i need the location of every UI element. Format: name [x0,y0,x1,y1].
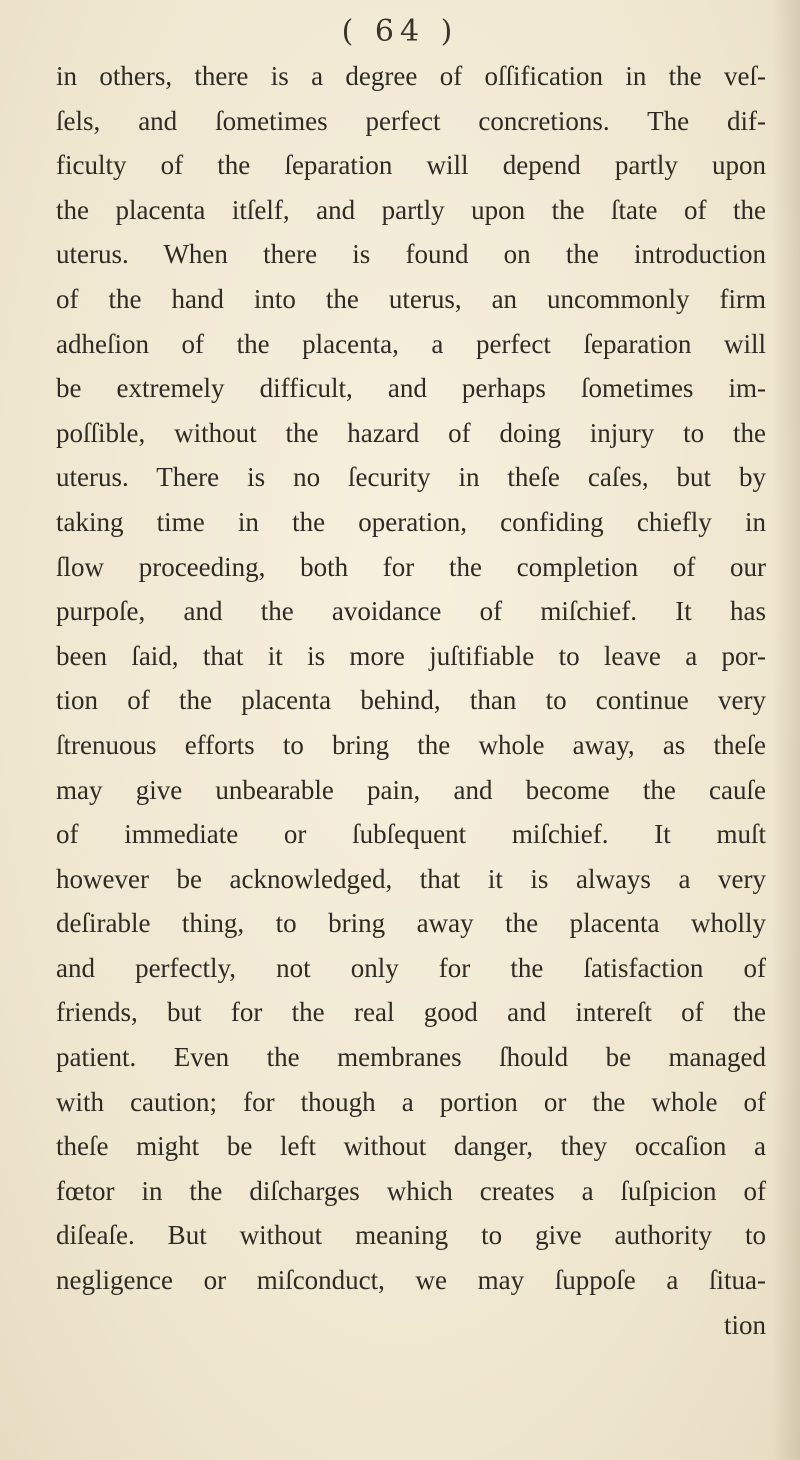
text-line: tion of the placenta behind, than to continue very [56,685,766,716]
text-line: ſlow proceeding, both for the completion of our [56,551,766,582]
text-line: ſels, and ſometimes perfect concretions. The dif- [56,105,766,136]
text-line: however be acknowledged, that it is always a very [56,863,766,894]
page-edge-shadow [772,0,800,1460]
text-line: ſtrenuous efforts to bring the whole away, as theſe [56,729,766,760]
text-line: uterus. When there is found on the introduction [56,239,766,270]
text-line: and perfectly, not only for the ſatisfaction of [56,952,766,983]
text-line-catchword: tion [723,1309,766,1340]
page-number: ( 64 ) [341,14,459,49]
text-line: been ſaid, that it is more juſtifiable to leave a por- [56,640,766,671]
text-line: with caution; for though a portion or the whole of [56,1086,766,1117]
text-line: theſe might be left without danger, they occaſion a [56,1131,766,1162]
text-line: diſeaſe. But without meaning to give authority to [56,1220,766,1251]
text-line: of immediate or ſubſequent miſchief. It muſt [56,819,766,850]
text-line: deſirable thing, to bring away the placenta wholly [56,908,766,939]
text-line: may give unbearable pain, and become the cauſe [56,774,766,805]
text-line: be extremely difficult, and perhaps ſometimes im- [56,373,766,404]
text-line: friends, but for the real good and intereſt of the [56,997,766,1028]
text-line: fœtor in the diſcharges which creates a ſuſpicion of [56,1175,766,1206]
text-line: uterus. There is no ſecurity in theſe caſes, but by [56,462,766,493]
text-line: in others, there is a degree of oſſification in the veſ- [56,61,766,91]
text-line: poſſible, without the hazard of doing injury to the [56,417,766,448]
text-line: adheſion of the placenta, a perfect ſeparation will [56,328,766,359]
text-line: ficulty of the ſeparation will depend partly upon [56,150,766,181]
text-line: patient. Even the membranes ſhould be managed [56,1042,766,1073]
text-line: purpoſe, and the avoidance of miſchief. It has [56,596,766,627]
text-line: of the hand into the uterus, an uncommonly firm [56,283,766,314]
text-line: taking time in the operation, confiding chiefly in [56,506,766,537]
text-line: the placenta itſelf, and partly upon the ſtate of the [56,194,766,225]
body-text [56,54,766,1347]
text-line: negligence or miſconduct, we may ſuppoſe a ſitua- [56,1265,766,1296]
